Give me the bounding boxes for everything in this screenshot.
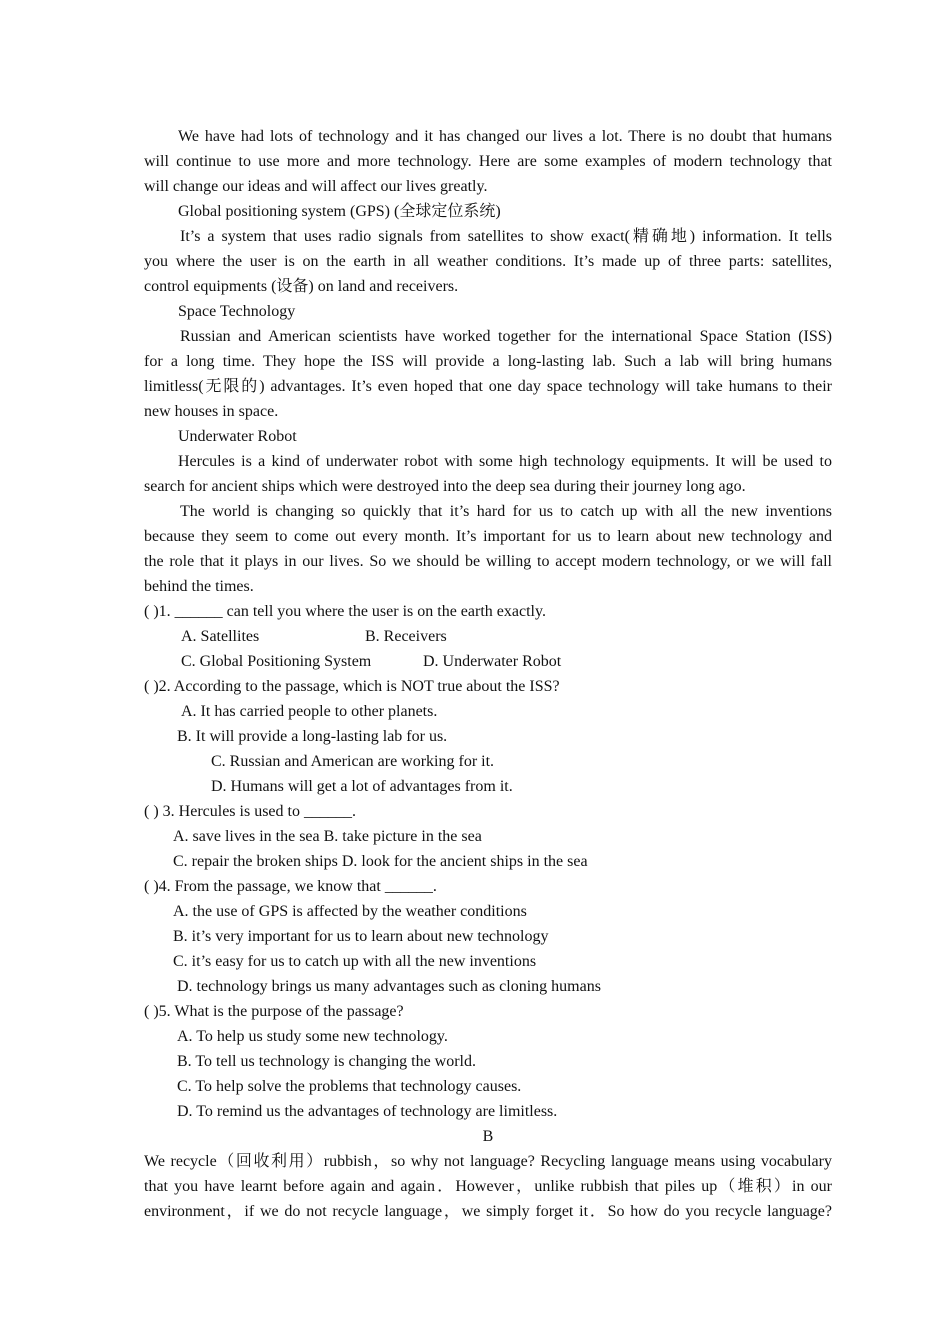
question-1-option-b: B. Receivers xyxy=(365,628,447,645)
question-5-option-b: B. To tell us technology is changing the world. xyxy=(177,1053,476,1070)
document-page xyxy=(144,124,832,1224)
passage-b-line-2: that you have learnt before again and again．However，unlike rubbish that piles up（堆积）in our xyxy=(144,1178,832,1195)
question-1-option-c: C. Global Positioning System xyxy=(181,653,372,670)
question-2-stem: ( )2. According to the passage, which is NOT true about the ISS? xyxy=(144,678,560,695)
intro-line-3: will change our ideas and will affect our lives greatly. xyxy=(144,178,488,195)
question-3-stem: ( ) 3. Hercules is used to ______. xyxy=(144,803,356,820)
robot-line-2: search for ancient ships which were destroyed into the deep sea during their journey long ago. xyxy=(144,478,746,495)
space-line-4: new houses in space. xyxy=(144,403,279,420)
gps-line-3: control equipments (设备) on land and receivers. xyxy=(144,278,459,295)
question-5-stem: ( )5. What is the purpose of the passage? xyxy=(144,1003,404,1020)
space-heading: Space Technology xyxy=(178,303,296,320)
question-4-option-b: B. it’s very important for us to learn about new technology xyxy=(173,928,549,945)
conclusion-line-3: the role that it plays in our lives. So we should be willing to accept modern technology, or we will fall xyxy=(144,553,832,570)
passage-b-label: B xyxy=(482,1128,494,1145)
space-line-3: limitless(无限的) advantages. It’s even hoped that one day space technology will take humans to their xyxy=(144,378,832,395)
gps-line-1: It’s a system that uses radio signals from satellites to show exact(精确地) information. It tells xyxy=(180,228,832,245)
question-1-options-ab xyxy=(144,624,832,649)
passage-b-line-1: We recycle（回收利用）rubbish，so why not language? Recycling language means using vocabulary xyxy=(144,1153,832,1170)
question-2-option-a: A. It has carried people to other planets. xyxy=(181,703,438,720)
conclusion-line-1: The world is changing so quickly that it’s hard for us to catch up with all the new inventions xyxy=(180,503,832,520)
passage-b-line-3: environment，if we do not recycle language，we simply forget it．So how do you recycle language? xyxy=(144,1203,832,1220)
question-2-option-c: C. Russian and American are working for it. xyxy=(211,753,495,770)
gps-line-2: you where the user is on the earth in all weather conditions. It’s made up of three parts: satellites, xyxy=(144,253,832,270)
question-5-option-d: D. To remind us the advantages of technology are limitless. xyxy=(177,1103,558,1120)
question-4-option-a: A. the use of GPS is affected by the weather conditions xyxy=(173,903,527,920)
question-2-option-d: D. Humans will get a lot of advantages from it. xyxy=(211,778,513,795)
question-5-option-a: A. To help us study some new technology. xyxy=(177,1028,448,1045)
question-3-options-ab: A. save lives in the sea B. take picture in the sea xyxy=(173,828,482,845)
gps-heading: Global positioning system (GPS) (全球定位系统) xyxy=(178,203,501,220)
question-3-options-cd: C. repair the broken ships D. look for the ancient ships in the sea xyxy=(173,853,588,870)
space-line-2: for a long time. They hope the ISS will provide a long-lasting lab. Such a lab will bring humans xyxy=(144,353,832,370)
question-1-stem: ( )1. ______ can tell you where the user is on the earth exactly. xyxy=(144,603,546,620)
intro-line-1: We have had lots of technology and it has changed our lives a lot. There is no doubt that humans xyxy=(178,128,832,145)
question-4-option-d: D. technology brings us many advantages such as cloning humans xyxy=(177,978,601,995)
conclusion-line-2: because they seem to come out every month. It’s important for us to learn about new technology and xyxy=(144,528,832,545)
intro-line-2: will continue to use more and more technology. Here are some examples of modern technology that xyxy=(144,153,832,170)
question-4-stem: ( )4. From the passage, we know that ______. xyxy=(144,878,437,895)
robot-line-1: Hercules is a kind of underwater robot with some high technology equipments. It will be used to xyxy=(178,453,832,470)
robot-heading: Underwater Robot xyxy=(178,428,297,445)
question-1-option-a: A. Satellites xyxy=(181,628,260,645)
question-1-options-cd xyxy=(144,649,832,674)
conclusion-line-4: behind the times. xyxy=(144,578,254,595)
question-2-option-b: B. It will provide a long-lasting lab for us. xyxy=(177,728,448,745)
question-4-option-c: C. it’s easy for us to catch up with all the new inventions xyxy=(173,953,537,970)
question-5-option-c: C. To help solve the problems that technology causes. xyxy=(177,1078,522,1095)
question-1-option-d: D. Underwater Robot xyxy=(423,653,562,670)
space-line-1: Russian and American scientists have worked together for the international Space Station (ISS) xyxy=(180,328,832,345)
